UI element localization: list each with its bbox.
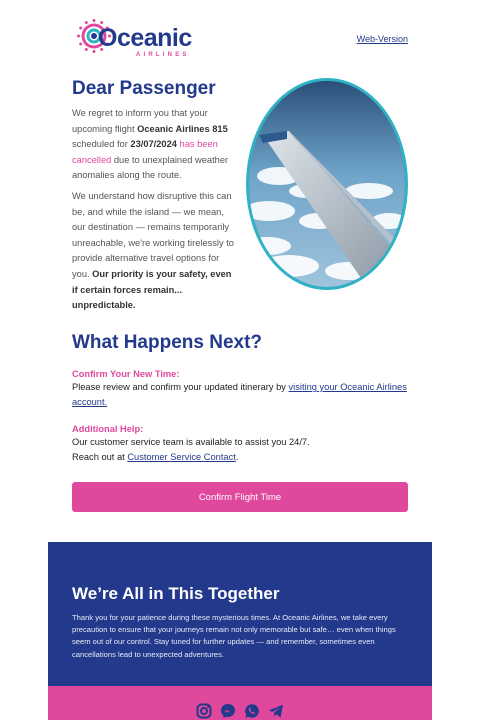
web-version-link[interactable]: Web-Version bbox=[356, 34, 408, 44]
intro-paragraph-1 bbox=[72, 106, 234, 184]
help-availability-text: Our customer service team is available to assist you 24/7. bbox=[72, 437, 310, 447]
oceanic-logo[interactable] bbox=[76, 18, 200, 60]
intro-paragraph-2 bbox=[72, 189, 234, 314]
confirm-flight-time-button[interactable]: Confirm Flight Time bbox=[72, 482, 408, 512]
help-text-part: . bbox=[235, 452, 239, 462]
intro-text-part: due to unexplained weather anomalies along the route. bbox=[72, 154, 229, 181]
airplane-wing-illustration bbox=[249, 81, 405, 287]
cancelled-status: has been cancelled bbox=[72, 139, 218, 165]
customer-service-link[interactable]: Customer Service Contact bbox=[127, 452, 236, 462]
flight-date: 23/07/2024 bbox=[130, 139, 177, 150]
next-steps-heading: What Happens Next? bbox=[72, 332, 263, 353]
whatsapp-icon[interactable] bbox=[244, 703, 260, 719]
together-text: Thank you for your patience during these mysterious times. At Oceanic Airlines, we take every precaution to ensure that your journeys remain not only memorable but safe… even when things seem out of our control. Stay tuned for further updates — and remember, sometimes even cancellations lead to unexpected adventures. bbox=[72, 613, 396, 659]
help-text-part: Reach out at bbox=[72, 452, 128, 462]
additional-help-text bbox=[72, 435, 408, 465]
intro-text-part: We understand how disruptive this can be, and while the island — we mean, our destination — remains temporarily unreachable, we're working tirelessly to provide alternative travel options for you. bbox=[72, 190, 234, 279]
additional-help-label: Additional Help: bbox=[72, 424, 144, 434]
social-bar bbox=[48, 686, 432, 720]
together-heading: We’re All in This Together bbox=[72, 584, 280, 603]
messenger-icon[interactable] bbox=[220, 703, 236, 719]
intro-text-part: scheduled for bbox=[72, 139, 131, 150]
confirm-time-label: Confirm Your New Time: bbox=[72, 369, 180, 379]
email-header bbox=[72, 18, 408, 62]
intro-text bbox=[72, 106, 234, 319]
confirm-text-part: Please review and confirm your updated itinerary by bbox=[72, 382, 289, 392]
telegram-icon[interactable] bbox=[268, 703, 284, 719]
oceanic-account-link[interactable]: visiting your Oceanic Airlines account. bbox=[72, 382, 407, 407]
logo-subtitle: AIRLINES bbox=[136, 52, 190, 58]
confirm-time-text bbox=[72, 380, 408, 410]
together-section bbox=[48, 542, 432, 686]
flight-number: Oceanic Airlines 815 bbox=[137, 123, 228, 134]
safety-note: Our priority is your safety, even if certain forces remain... unpredictable. bbox=[72, 268, 232, 311]
intro-text-part: We regret to inform you that your upcoming flight bbox=[72, 108, 208, 134]
help-contact-line bbox=[72, 450, 408, 465]
airplane-wing-image bbox=[246, 78, 408, 290]
greeting-heading: Dear Passenger bbox=[72, 78, 216, 99]
instagram-icon[interactable] bbox=[196, 703, 212, 719]
logo-wordmark: Oceanic bbox=[98, 24, 192, 52]
